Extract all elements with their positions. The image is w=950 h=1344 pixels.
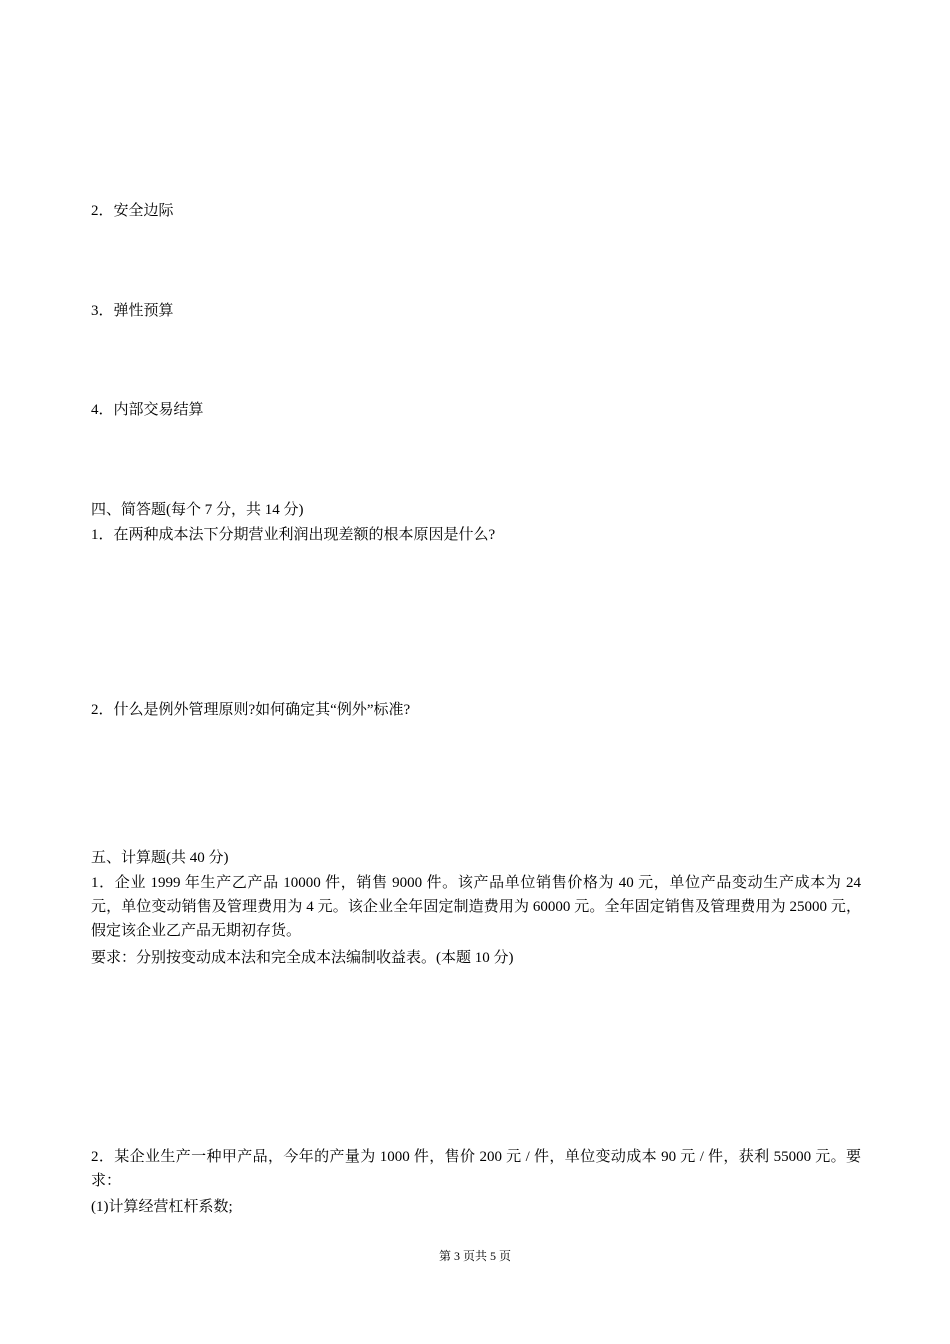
calculation-question-1-requirement: 要求：分别按变动成本法和完全成本法编制收益表。(本题 10 分)	[91, 950, 514, 966]
short-answer-question-1: 1．在两种成本法下分期营业利润出现差额的根本原因是什么?	[91, 527, 496, 543]
page-footer: 第 3 页共 5 页	[438, 1249, 511, 1263]
term-item-flexible-budget: 3．弹性预算	[91, 303, 174, 319]
calculation-question-2-requirement-1: (1)计算经营杠杆系数;	[91, 1199, 233, 1215]
section-heading-short-answer: 四、简答题(每个 7 分，共 14 分)	[91, 502, 304, 518]
section-heading-calculation: 五、计算题(共 40 分)	[91, 850, 229, 866]
term-item-safety-margin: 2．安全边际	[91, 203, 174, 219]
calculation-question-1-text: 1．企业 1999 年生产乙产品 10000 件，销售 9000 件。该产品单位销售价格为 40 元，单位产品变动生产成本为 24 元，单位变动销售及管理费用为 4 元。该企业全年固定制造费用为 60000 元。全年固定销售及管理费用为 25000 元，假定该企业乙产品无期初存货。	[91, 875, 861, 939]
term-item-internal-settlement: 4．内部交易结算	[91, 402, 204, 418]
short-answer-question-2: 2．什么是例外管理原则?如何确定其“例外”标准?	[91, 702, 411, 718]
calculation-question-2-text: 2．某企业生产一种甲产品，今年的产量为 1000 件，售价 200 元 / 件，单位变动成本 90 元 / 件，获利 55000 元。要求：	[91, 1149, 861, 1189]
